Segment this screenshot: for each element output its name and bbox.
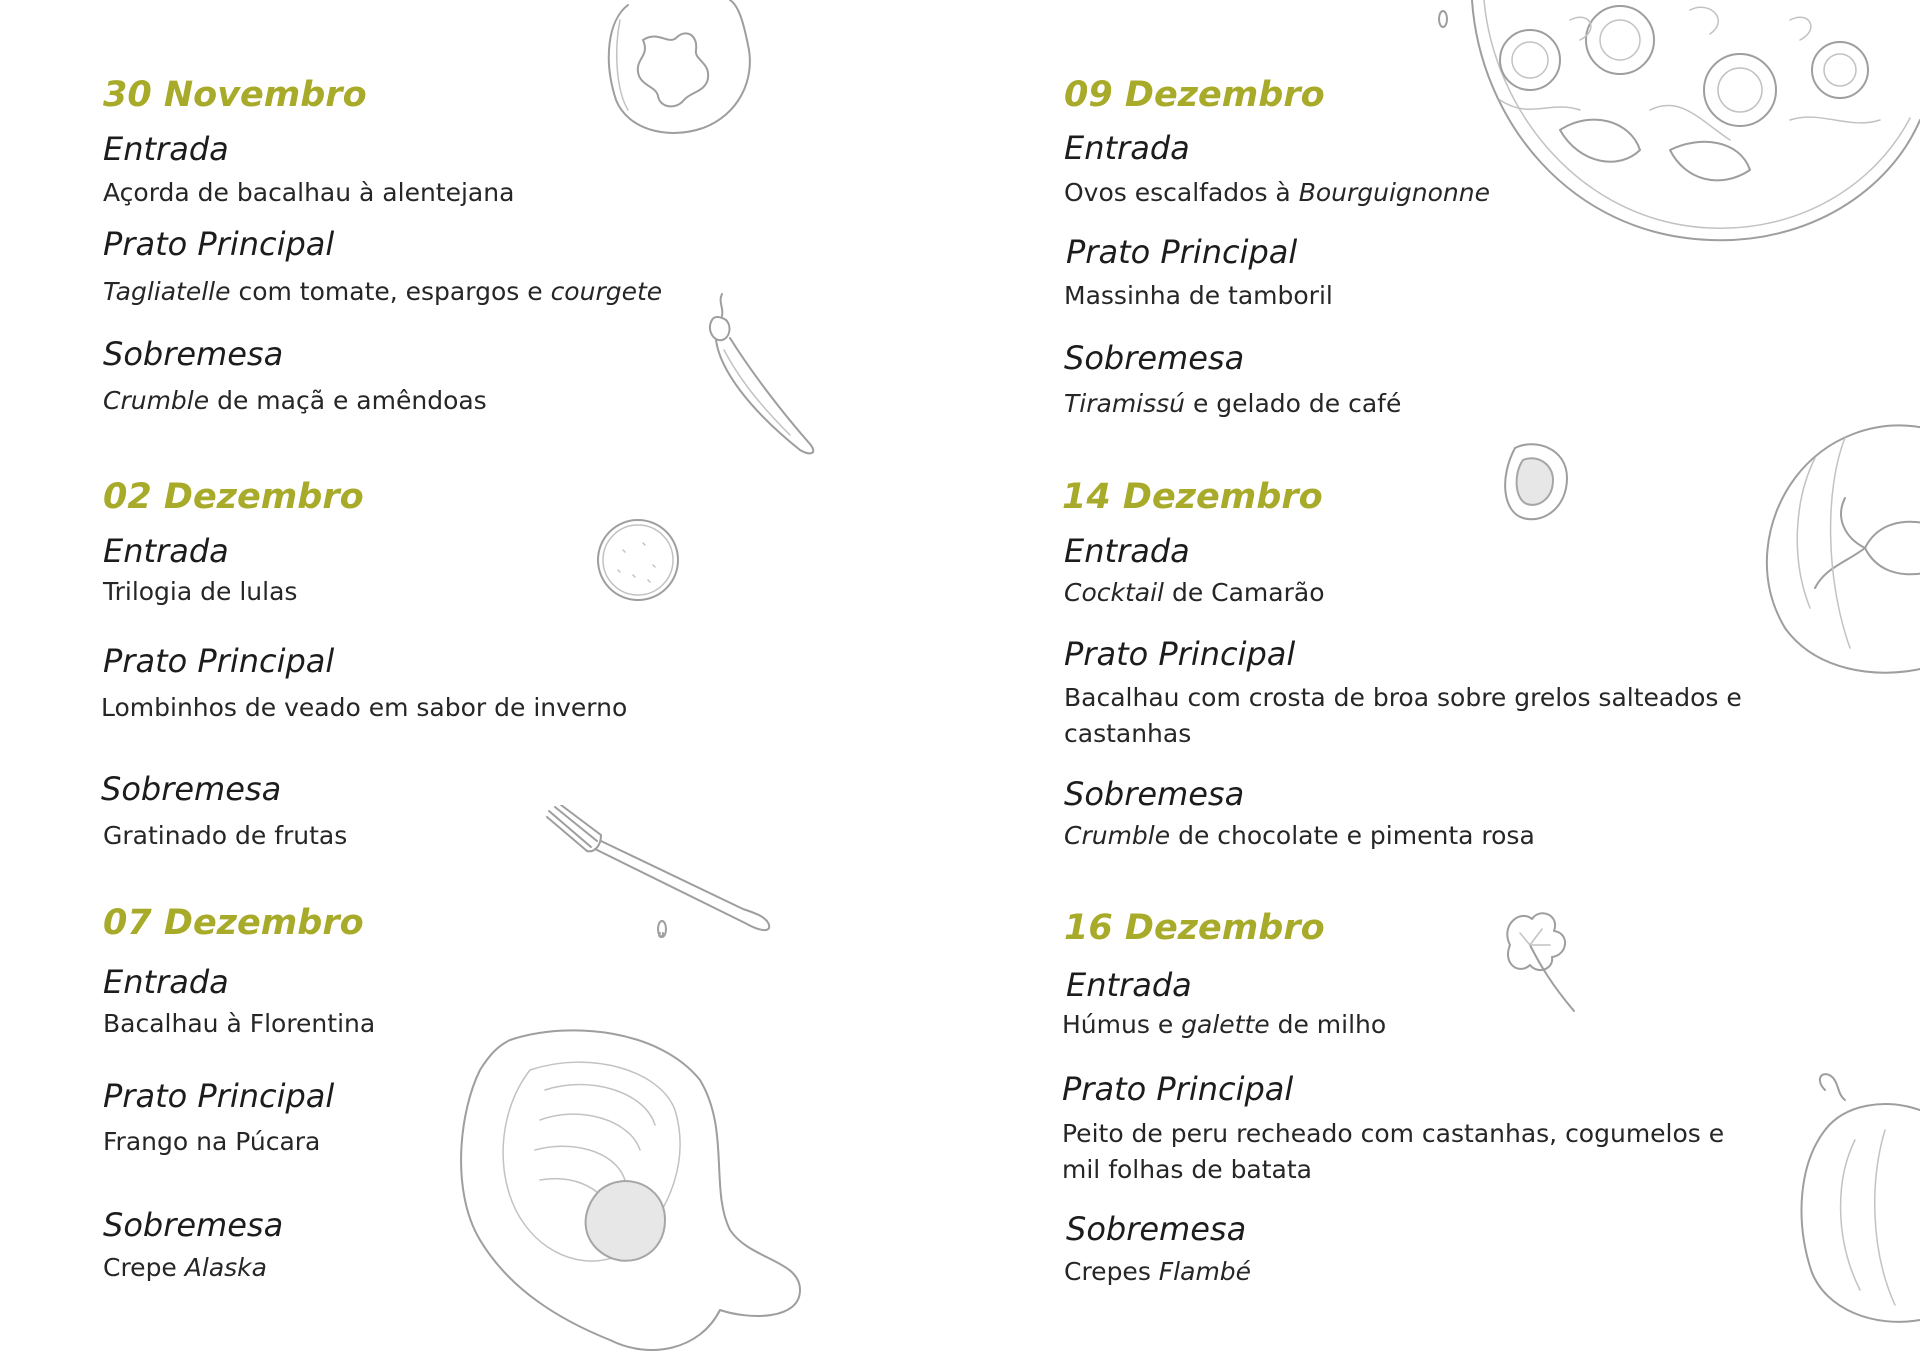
date-heading: 09 Dezembro [1064,75,1325,115]
chili-pepper-illustration [700,290,830,460]
dish-text: de milho [1269,1010,1387,1039]
dessert-dish [103,1250,823,1286]
main-course-label: Prato Principal [103,225,335,263]
tomato-slice-illustration [1495,438,1575,528]
dish-text: de maçã e amêndoas [209,386,487,415]
main-course-dish: Peito de peru recheado com castanhas, cogumelos e mil folhas de batata [1062,1119,1725,1184]
dish-text: de Camarão [1164,578,1325,607]
dish-italic-term: Tagliatelle [103,277,231,306]
main-course-dish: Lombinhos de veado em sabor de inverno [101,693,628,722]
starter-label: Entrada [103,130,229,168]
dish-italic-term: courgete [550,277,663,306]
dish-text: Ovos escalfados à [1064,178,1299,207]
seed-illustration [1436,8,1450,30]
starter-dish: Trilogia de lulas [103,577,298,606]
dish-text: e gelado de café [1185,389,1402,418]
main-course-label: Prato Principal [103,642,335,680]
date-heading: 02 Dezembro [103,477,364,517]
starter-label: Entrada [1066,966,1192,1004]
dish-italic-term: Flambé [1158,1257,1252,1286]
main-course-label: Prato Principal [103,1077,335,1115]
dish-text: Crepe [103,1253,185,1282]
date-heading: 30 Novembro [103,75,367,115]
dish-italic-term: galette [1181,1010,1270,1039]
date-heading: 16 Dezembro [1064,908,1325,948]
dish-italic-term: Crumble [1064,821,1171,850]
dish-text: Húmus e [1062,1010,1182,1039]
pepper-slice-illustration [598,0,758,140]
bell-pepper-right-illustration [1785,1070,1920,1330]
dessert-label: Sobremesa [1066,1210,1247,1248]
starter-dish: Bacalhau à Florentina [103,1009,376,1038]
seed-illustration [655,918,669,940]
main-course-label: Prato Principal [1062,1070,1294,1108]
date-heading: 07 Dezembro [103,903,364,943]
dessert-label: Sobremesa [1064,775,1245,813]
starter-dish [1064,175,1784,211]
main-course-dish: Bacalhau com crosta de broa sobre grelos salteados e castanhas [1064,683,1742,748]
date-heading: 14 Dezembro [1062,477,1323,517]
main-course-dish [103,274,823,310]
dessert-label: Sobremesa [101,770,282,808]
dessert-dish [103,383,823,419]
main-course-dish: Frango na Púcara [103,1127,321,1156]
tomato-illustration [1755,418,1920,678]
dish-italic-term: Alaska [184,1253,267,1282]
bell-pepper-illustration [450,1020,810,1357]
starter-label: Entrada [1064,129,1190,167]
starter-label: Entrada [103,963,229,1001]
dish-text: com tomate, espargos e [230,277,551,306]
main-course-dish: Massinha de tamboril [1064,281,1333,310]
main-course-label: Prato Principal [1064,635,1296,673]
main-course-label: Prato Principal [1066,233,1298,271]
starter-label: Entrada [103,532,229,570]
dessert-label: Sobremesa [103,335,284,373]
dessert-dish [1064,1254,1784,1290]
dish-italic-term: Tiramissú [1064,389,1186,418]
salad-bowl-illustration [1470,0,1920,250]
starter-dish [1062,1007,1782,1043]
dessert-dish [1064,818,1784,854]
dessert-label: Sobremesa [103,1206,284,1244]
starter-label: Entrada [1064,532,1190,570]
dish-italic-term: Cocktail [1064,578,1164,607]
dish-italic-term: Crumble [103,386,210,415]
dessert-label: Sobremesa [1064,339,1245,377]
dish-text: de chocolate e pimenta rosa [1170,821,1535,850]
parsley-illustration [1490,905,1580,1015]
dessert-dish [1064,386,1784,422]
dish-italic-term: Bourguignonne [1298,178,1490,207]
dessert-dish: Gratinado de frutas [103,821,348,850]
starter-dish [1064,575,1784,611]
dish-text: Crepes [1064,1257,1159,1286]
starter-dish: Açorda de bacalhau à alentejana [103,178,515,207]
